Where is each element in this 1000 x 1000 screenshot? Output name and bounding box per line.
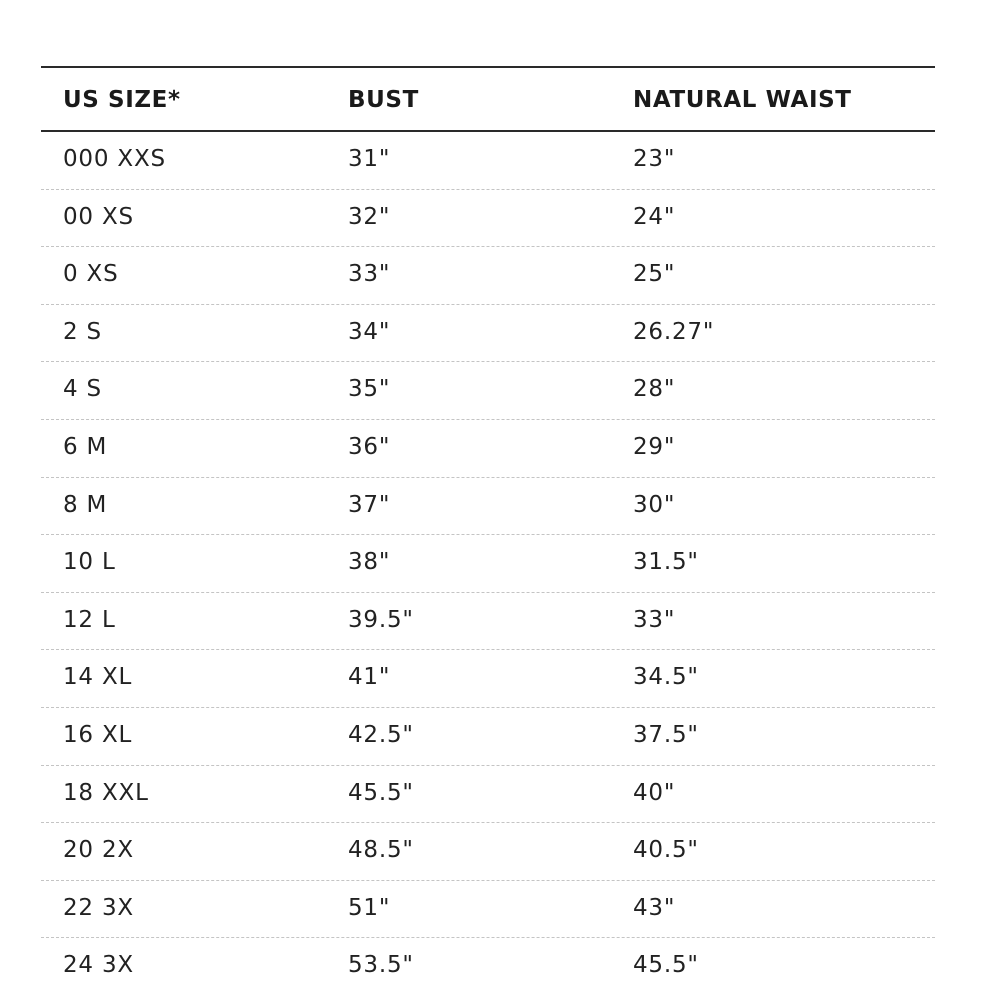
table-row: [41, 362, 935, 420]
cell-natural-waist: 37.5": [633, 721, 699, 748]
cell-bust: 38": [348, 549, 391, 576]
cell-natural-waist: 45.5": [633, 952, 699, 979]
cell-us-size: 12 L: [63, 606, 116, 633]
table-row: [41, 420, 935, 478]
cell-us-size: 16 XL: [63, 721, 133, 748]
cell-natural-waist: 43": [633, 894, 676, 921]
cell-us-size: 2 S: [63, 318, 102, 345]
size-chart-table: [41, 66, 935, 996]
cell-natural-waist: 24": [633, 203, 676, 230]
cell-us-size: 0 XS: [63, 261, 119, 288]
cell-us-size: 10 L: [63, 549, 116, 576]
cell-us-size: 18 XXL: [63, 779, 149, 806]
cell-us-size: 24 3X: [63, 952, 134, 979]
table-row: [41, 766, 935, 824]
cell-natural-waist: 29": [633, 433, 676, 460]
table-row: [41, 478, 935, 536]
table-row: [41, 708, 935, 766]
cell-natural-waist: 33": [633, 606, 676, 633]
cell-us-size: 6 M: [63, 433, 108, 460]
header-us-size: US SIZE*: [63, 87, 181, 113]
cell-us-size: 22 3X: [63, 894, 134, 921]
table-row: [41, 593, 935, 651]
cell-bust: 37": [348, 491, 391, 518]
table-row: [41, 132, 935, 190]
table-row: [41, 190, 935, 248]
cell-bust: 36": [348, 433, 391, 460]
cell-us-size: 000 XXS: [63, 146, 166, 172]
cell-bust: 31": [348, 146, 391, 172]
table-body: [41, 132, 935, 996]
cell-bust: 45.5": [348, 779, 414, 806]
table-row: [41, 535, 935, 593]
table-row: [41, 823, 935, 881]
cell-us-size: 20 2X: [63, 837, 134, 864]
cell-bust: 42.5": [348, 721, 414, 748]
cell-us-size: 14 XL: [63, 664, 133, 691]
table-row: [41, 881, 935, 939]
cell-natural-waist: 30": [633, 491, 676, 518]
cell-natural-waist: 25": [633, 261, 676, 288]
cell-bust: 48.5": [348, 837, 414, 864]
cell-bust: 32": [348, 203, 391, 230]
header-natural-waist: NATURAL WAIST: [633, 87, 852, 113]
table-row: [41, 938, 935, 996]
table-row: [41, 305, 935, 363]
cell-us-size: 4 S: [63, 376, 102, 403]
cell-bust: 34": [348, 318, 391, 345]
table-row: [41, 247, 935, 305]
cell-bust: 39.5": [348, 606, 414, 633]
table-header-row: [41, 68, 935, 132]
table-row: [41, 650, 935, 708]
cell-natural-waist: 40.5": [633, 837, 699, 864]
cell-natural-waist: 23": [633, 146, 676, 172]
cell-us-size: 8 M: [63, 491, 108, 518]
cell-bust: 35": [348, 376, 391, 403]
cell-natural-waist: 34.5": [633, 664, 699, 691]
cell-natural-waist: 28": [633, 376, 676, 403]
cell-natural-waist: 31.5": [633, 549, 699, 576]
cell-bust: 53.5": [348, 952, 414, 979]
cell-us-size: 00 XS: [63, 203, 134, 230]
header-bust: BUST: [348, 87, 419, 113]
cell-natural-waist: 26.27": [633, 318, 715, 345]
cell-bust: 51": [348, 894, 391, 921]
cell-natural-waist: 40": [633, 779, 676, 806]
cell-bust: 41": [348, 664, 391, 691]
cell-bust: 33": [348, 261, 391, 288]
